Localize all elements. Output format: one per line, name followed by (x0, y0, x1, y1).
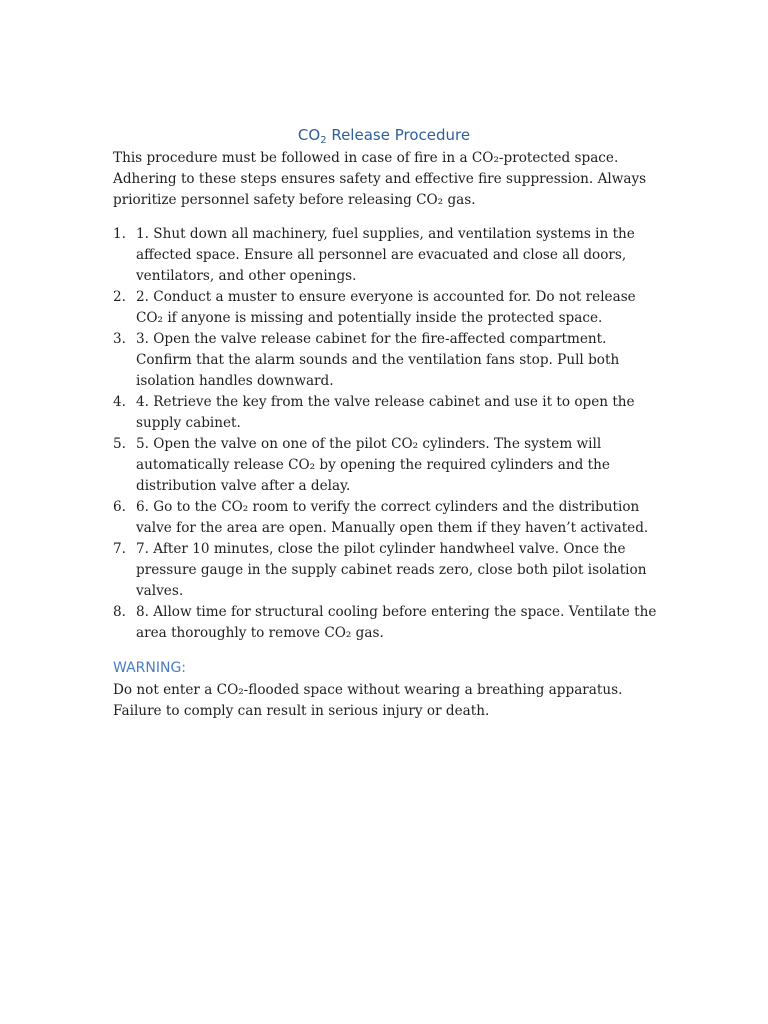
step-text: 1. Shut down all machinery, fuel supplies, and ventilation systems in the affected space. Ensure all personnel are evacuated and close all doors, ventilators, and other openings. (136, 226, 635, 284)
warning-heading: WARNING: (113, 660, 187, 676)
procedure-steps-list (113, 224, 658, 644)
document-title (0, 124, 768, 146)
step-number: 8. (113, 604, 126, 620)
step-number: 5. (113, 436, 126, 452)
title-subscript: 2 (320, 135, 327, 146)
warning-text: Do not enter a CO₂-flooded space without wearing a breathing apparatus. Failure to comply can result in serious injury or death. (113, 682, 623, 719)
step-number: 4. (113, 394, 126, 410)
intro-paragraph: This procedure must be followed in case of fire in a CO₂-protected space. Adhering to these steps ensures safety and effective fire suppression. Always prioritize personnel safety before releasing CO₂ gas. (113, 150, 647, 208)
title-rest: Release Procedure (326, 126, 471, 144)
procedure-step (113, 287, 658, 329)
procedure-step (113, 392, 658, 434)
step-number: 6. (113, 499, 126, 515)
step-number: 1. (113, 226, 126, 242)
procedure-step (113, 602, 658, 644)
procedure-step (113, 224, 658, 287)
step-text: 3. Open the valve release cabinet for the fire-affected compartment. Confirm that the alarm sounds and the ventilation fans stop. Pull both isolation handles downward. (136, 331, 620, 389)
procedure-step (113, 539, 658, 602)
step-text: 8. Allow time for structural cooling before entering the space. Ventilate the area thoroughly to remove CO₂ gas. (136, 604, 657, 641)
title-prefix: CO (297, 126, 321, 144)
step-text: 4. Retrieve the key from the valve release cabinet and use it to open the supply cabinet. (136, 394, 635, 431)
step-number: 3. (113, 331, 126, 347)
step-text: 6. Go to the CO₂ room to verify the correct cylinders and the distribution valve for the area are open. Manually open them if they haven’t activated. (136, 499, 649, 536)
step-text: 7. After 10 minutes, close the pilot cylinder handwheel valve. Once the pressure gauge in the supply cabinet reads zero, close both pilot isolation valves. (136, 541, 647, 599)
step-text: 2. Conduct a muster to ensure everyone is accounted for. Do not release CO₂ if anyone is missing and potentially inside the protected space. (136, 289, 636, 326)
procedure-step (113, 434, 658, 497)
step-number: 2. (113, 289, 126, 305)
procedure-step (113, 497, 658, 539)
step-text: 5. Open the valve on one of the pilot CO₂ cylinders. The system will automatically release CO₂ by opening the required cylinders and the distribution valve after a delay. (136, 436, 610, 494)
step-number: 7. (113, 541, 126, 557)
procedure-step (113, 329, 658, 392)
